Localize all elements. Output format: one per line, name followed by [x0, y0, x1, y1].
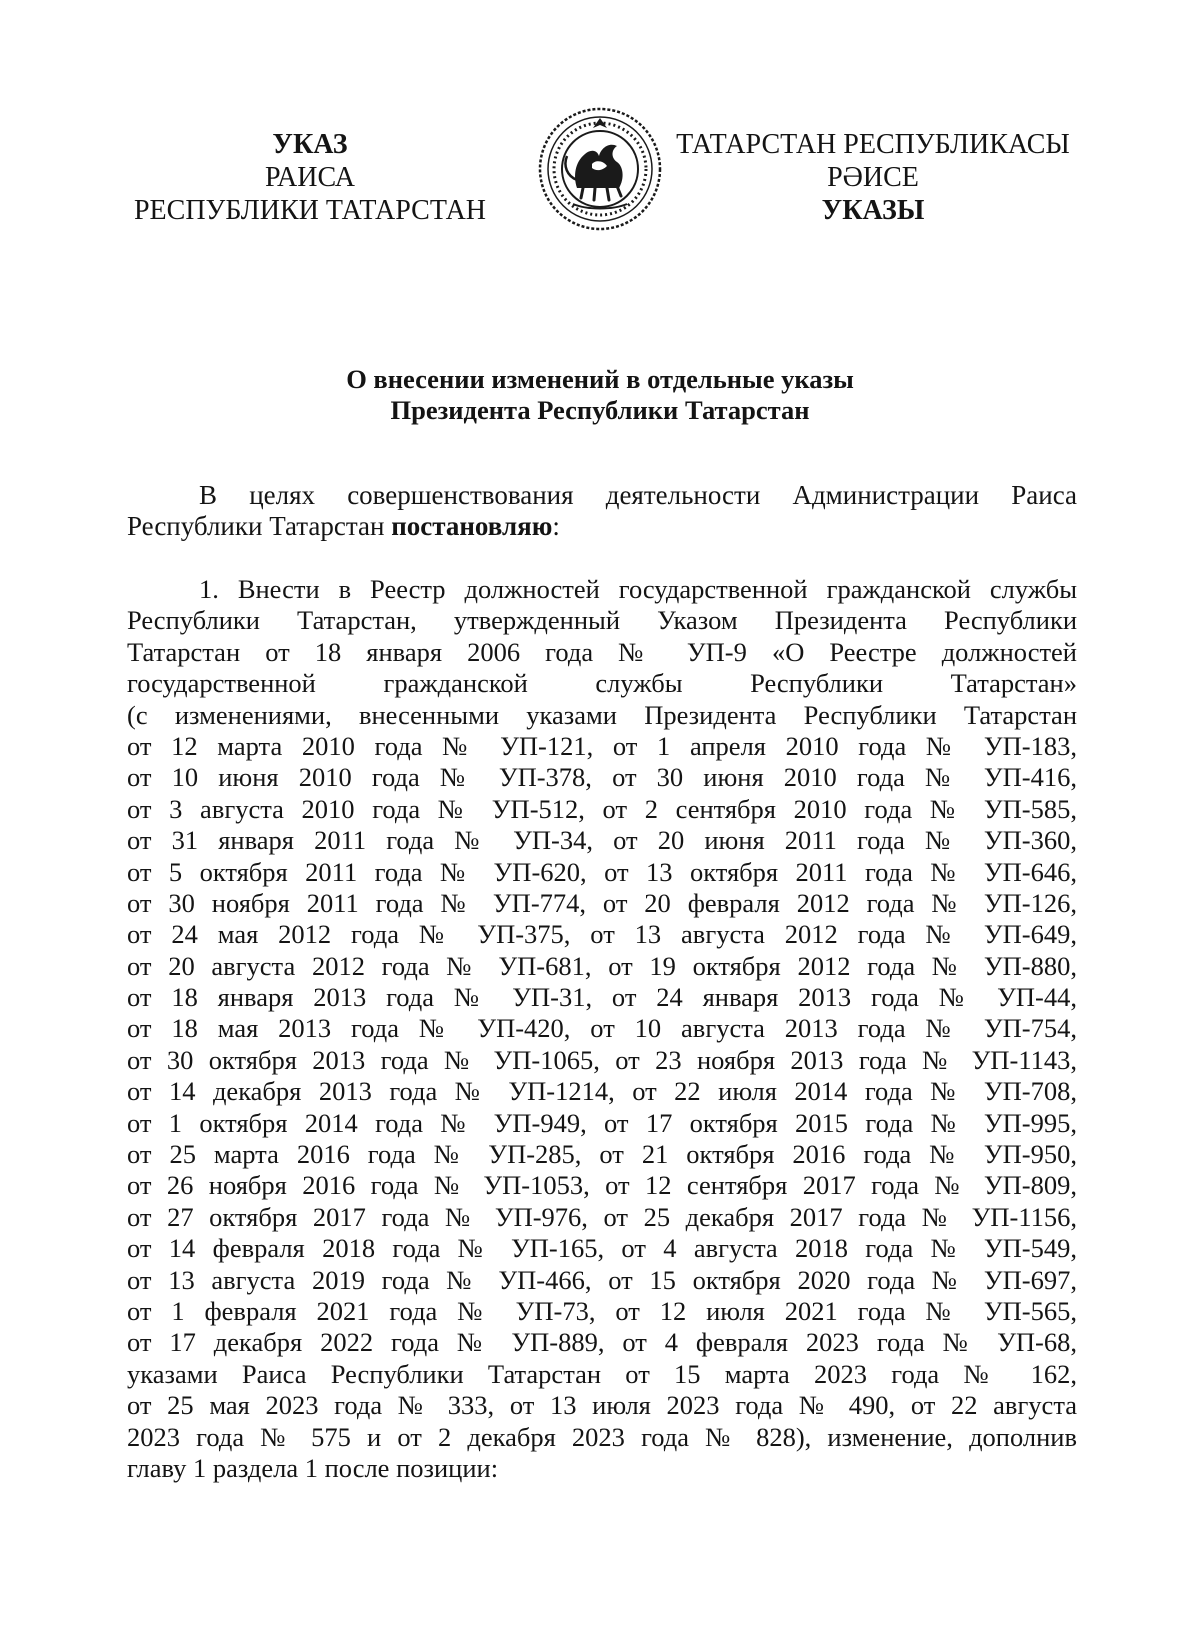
paragraph-1-line: от 13 августа 2019 года № УП-466, от 15 октября 2020 года № УП-697, — [127, 1264, 1077, 1295]
paragraph-1-line: от 30 ноября 2011 года № УП-774, от 20 февраля 2012 года № УП-126, — [127, 887, 1077, 918]
paragraph-1-line: от 1 февраля 2021 года № УП-73, от 12 июля 2021 года № УП-565, — [127, 1295, 1077, 1326]
paragraph-1-line: от 26 ноября 2016 года № УП-1053, от 12 сентября 2017 года № УП-809, — [127, 1170, 1077, 1201]
header-left-block — [125, 128, 495, 227]
paragraph-1-line: Республики Татарстан, утвержденный Указом Президента Республики — [127, 605, 1077, 636]
decree-title-line2: Президента Республики Татарстан — [390, 395, 810, 425]
paragraph-1-line: от 31 января 2011 года № УП-34, от 20 июня 2011 года № УП-360, — [127, 825, 1077, 856]
paragraph-1-line: от 12 марта 2010 года № УП-121, от 1 апреля 2010 года № УП-183, — [127, 730, 1077, 761]
header-right-line1: ТАТАРСТАН РЕСПУБЛИКАСЫ — [676, 129, 1070, 160]
paragraph-1-line: указами Раиса Республики Татарстан от 15 марта 2023 года № 162, — [127, 1358, 1077, 1389]
tatarstan-coat-of-arms-icon — [537, 106, 663, 232]
paragraph-1-line: от 5 октября 2011 года № УП-620, от 13 октября 2011 года № УП-646, — [127, 856, 1077, 887]
paragraph-1-line: от 18 мая 2013 года № УП-420, от 10 августа 2013 года № УП-754, — [127, 1013, 1077, 1044]
decree-title-line1: О внесении изменений в отдельные указы — [346, 364, 854, 394]
intro-line1: В целях совершенствования деятельности Администрации Раиса — [199, 480, 1077, 510]
header-right-line3: УКАЗЫ — [821, 195, 925, 226]
intro-line2-text: Республики Татарстан — [127, 511, 392, 541]
paragraph-1-line: государственной гражданской службы Республики Татарстан» — [127, 668, 1077, 699]
paragraph-1-line: от 24 мая 2012 года № УП-375, от 13 августа 2012 года № УП-649, — [127, 919, 1077, 950]
intro-decree-word: постановляю — [391, 511, 553, 541]
intro-line2 — [127, 511, 1077, 542]
paragraph-1-line: (с изменениями, внесенными указами Президента Республики Татарстан — [127, 699, 1077, 730]
paragraph-1-line: от 25 марта 2016 года № УП-285, от 21 октября 2016 года № УП-950, — [127, 1139, 1077, 1170]
paragraph-1-line: 2023 года № 575 и от 2 декабря 2023 года № 828), изменение, дополнив — [127, 1421, 1077, 1452]
paragraph-1-line: Татарстан от 18 января 2006 года № УП-9 «О Реестре должностей — [127, 636, 1077, 667]
decree-title — [0, 364, 1200, 426]
header-left-line1: УКАЗ — [272, 129, 348, 160]
paragraph-1-line: от 1 октября 2014 года № УП-949, от 17 октября 2015 года № УП-995, — [127, 1107, 1077, 1138]
paragraph-1 — [127, 574, 1077, 1484]
paragraph-1-line: от 18 января 2013 года № УП-31, от 24 января 2013 года № УП-44, — [127, 982, 1077, 1013]
header-right-line2: РӘИСЕ — [827, 162, 919, 193]
paragraph-1-line: от 14 декабря 2013 года № УП-1214, от 22 июля 2014 года № УП-708, — [127, 1076, 1077, 1107]
paragraph-1-line: от 25 мая 2023 года № 333, от 13 июля 2023 года № 490, от 22 августа — [127, 1390, 1077, 1421]
paragraph-1-line: главу 1 раздела 1 после позиции: — [127, 1452, 499, 1483]
paragraph-1-line: от 27 октября 2017 года № УП-976, от 25 декабря 2017 года № УП-1156, — [127, 1201, 1077, 1232]
paragraph-1-line: от 20 августа 2012 года № УП-681, от 19 октября 2012 года № УП-880, — [127, 950, 1077, 981]
paragraph-1-line: от 3 августа 2010 года № УП-512, от 2 сентября 2010 года № УП-585, — [127, 793, 1077, 824]
intro-line2-tail: : — [552, 511, 560, 541]
header-left-line2: РАИСА — [265, 162, 355, 193]
paragraph-1-line: 1. Внести в Реестр должностей государственной гражданской службы — [199, 574, 1077, 604]
paragraph-1-line: от 10 июня 2010 года № УП-378, от 30 июня 2010 года № УП-416, — [127, 762, 1077, 793]
intro-paragraph — [127, 480, 1077, 542]
header-right-block — [673, 128, 1073, 227]
paragraph-1-line: от 14 февраля 2018 года № УП-165, от 4 августа 2018 года № УП-549, — [127, 1233, 1077, 1264]
paragraph-1-line: от 30 октября 2013 года № УП-1065, от 23 ноября 2013 года № УП-1143, — [127, 1044, 1077, 1075]
paragraph-1-line: от 17 декабря 2022 года № УП-889, от 4 февраля 2023 года № УП-68, — [127, 1327, 1077, 1358]
header-left-line3: РЕСПУБЛИКИ ТАТАРСТАН — [133, 195, 487, 226]
